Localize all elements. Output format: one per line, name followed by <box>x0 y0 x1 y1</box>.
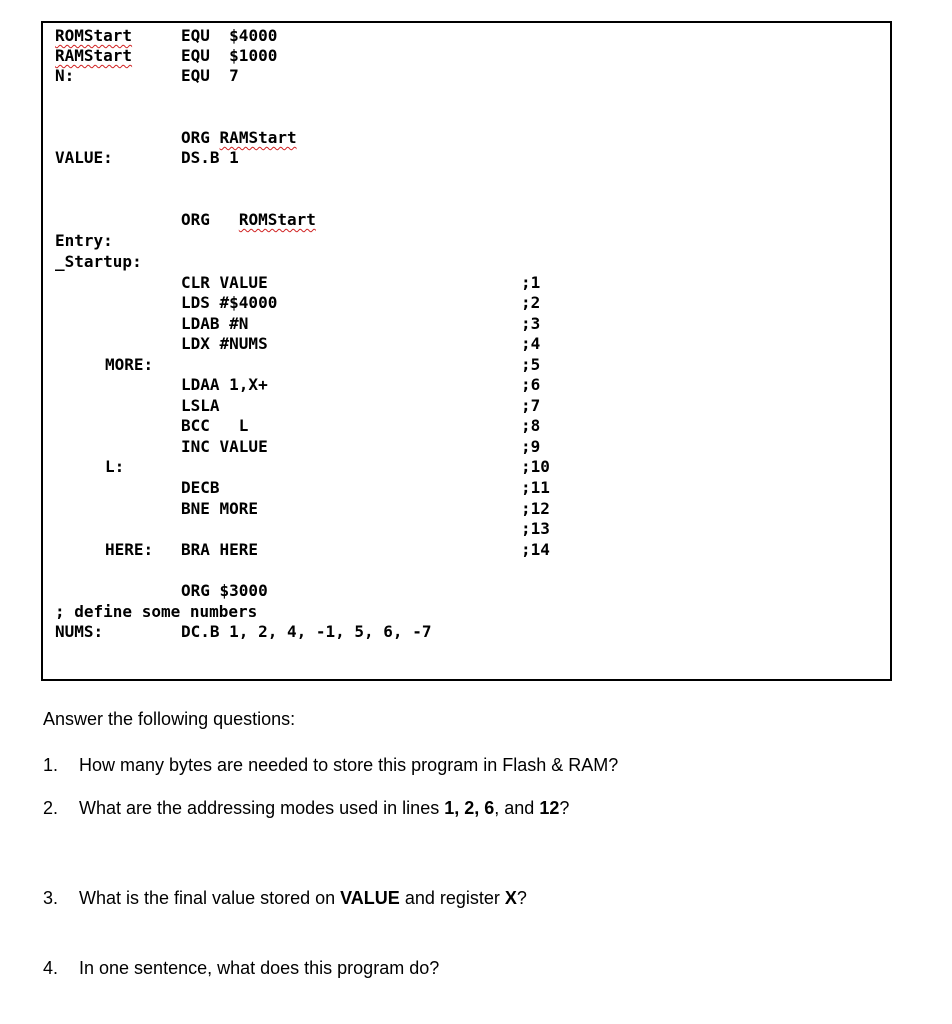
question-4: 4. In one sentence, what does this program do? <box>43 958 440 978</box>
instruction-line: LDAB #N <box>181 314 249 333</box>
line-comment: ;4 <box>521 334 541 353</box>
line-comment: ;2 <box>521 293 541 312</box>
instruction-line: BNE MORE <box>181 499 259 518</box>
equ-n-label: N: <box>55 66 75 85</box>
line-comment: ;8 <box>521 416 541 435</box>
question-number: 1. <box>43 755 59 775</box>
define-comment: ; define some numbers <box>55 602 258 621</box>
nums-label: NUMS: <box>55 622 104 641</box>
equ-rom-directive: EQU $4000 <box>181 26 278 45</box>
line-comment: ;14 <box>521 540 550 559</box>
instruction-line: LDS #$4000 <box>181 293 278 312</box>
here-label: HERE: <box>105 540 154 559</box>
line-comment: ;11 <box>521 478 550 497</box>
questions-intro: Answer the following questions: <box>43 709 296 729</box>
startup-label: _Startup: <box>55 252 142 271</box>
equ-ram-directive: EQU $1000 <box>181 46 278 65</box>
question-number: 3. <box>43 888 59 908</box>
line-comment: ;12 <box>521 499 550 518</box>
equ-rom-label: ROMStart <box>55 26 133 45</box>
instruction-line: CLR VALUE <box>181 273 268 292</box>
entry-label: Entry: <box>55 231 113 250</box>
line-comment: ;13 <box>521 519 550 538</box>
org-data-directive: ORG $3000 <box>181 581 268 600</box>
line-comment: ;5 <box>521 355 541 374</box>
line-comment: ;3 <box>521 314 541 333</box>
question-number: 2. <box>43 798 59 818</box>
value-directive: DS.B 1 <box>181 148 239 167</box>
instruction-line: LSLA <box>181 396 220 415</box>
value-label: VALUE: <box>55 148 113 167</box>
instruction-line: BRA HERE <box>181 540 259 559</box>
instruction-line: INC VALUE <box>181 437 268 456</box>
question-1: 1. How many bytes are needed to store this program in Flash & RAM? <box>43 755 619 775</box>
org-ram-directive: ORG RAMStart <box>181 128 297 147</box>
line-comment: ;7 <box>521 396 541 415</box>
code-listing <box>41 21 892 681</box>
more-label: MORE: <box>105 355 154 374</box>
question-3: 3. What is the final value stored on VALUE and register X? <box>43 888 527 908</box>
line-comment: ;9 <box>521 437 541 456</box>
instruction-line: BCC L <box>181 416 249 435</box>
line-comment: ;6 <box>521 375 541 394</box>
question-number: 4. <box>43 958 59 978</box>
equ-ram-label: RAMStart <box>55 46 133 65</box>
line-comment: ;1 <box>521 273 541 292</box>
line-comment: ;10 <box>521 457 550 476</box>
equ-n-directive: EQU 7 <box>181 66 239 85</box>
org-rom-directive: ORG ROMStart <box>181 210 316 229</box>
instruction-line: LDAA 1,X+ <box>181 375 268 394</box>
instruction-line: DECB <box>181 478 220 497</box>
nums-data: DC.B 1, 2, 4, -1, 5, 6, -7 <box>181 622 432 641</box>
instruction-line: LDX #NUMS <box>181 334 268 353</box>
question-2: 2. What are the addressing modes used in lines 1, 2, 6, and 12? <box>43 798 570 818</box>
l-label: L: <box>105 457 125 476</box>
